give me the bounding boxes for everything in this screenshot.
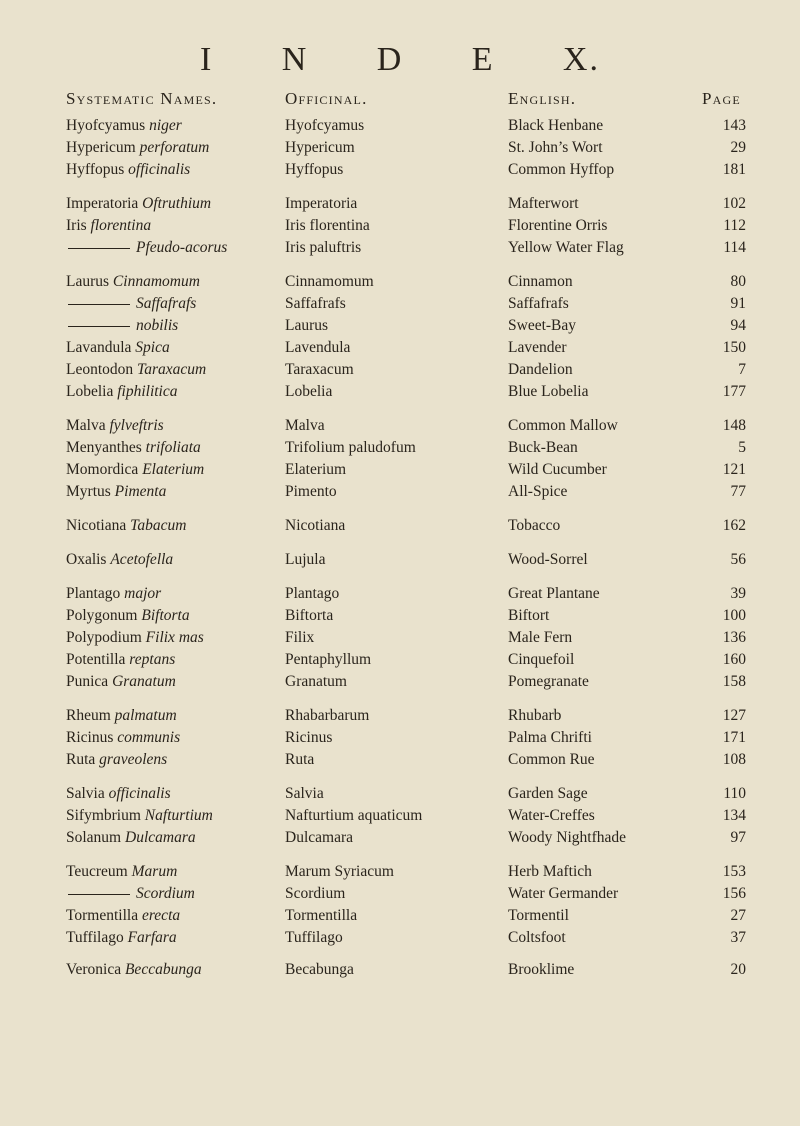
title-letter: D [376,41,404,78]
page-number: 121 [722,461,746,478]
species-name: niger [149,117,182,134]
english-name: Wild Cucumber [508,461,607,478]
page-number: 56 [730,551,746,568]
officinal-name: Hypericum [285,139,355,156]
systematic-name [66,237,227,259]
table-row [0,827,800,849]
table-row [0,861,800,883]
systematic-name [66,193,211,215]
english-name: Rhubarb [508,707,562,724]
genus-name: Oxalis [66,551,107,568]
english-name: Cinnamon [508,273,573,290]
genus-name: Malva [66,417,106,434]
genus-name: Polypodium [66,629,142,646]
english-name: Water Germander [508,885,619,902]
english-name: Lavender [508,339,567,356]
english-name: Common Mallow [508,417,618,434]
species-name: erecta [141,907,181,924]
species-name: perforatum [139,139,210,156]
officinal-name: Nafturtium aquaticum [285,807,423,824]
page-number: 148 [722,417,746,434]
species-name: Beccabunga [124,961,202,978]
ditto-dash [68,894,130,895]
table-row [0,437,800,459]
officinal-name: Cinnamomum [285,273,374,290]
table-row [0,905,800,927]
english-name: Dandelion [508,361,573,378]
genus-name: Teucreum [66,863,128,880]
genus-name: Hyofcyamus [66,117,146,134]
table-row [0,415,800,437]
officinal-name: Ricinus [285,729,333,746]
table-row [0,927,800,949]
officinal-name: Marum Syriacum [285,863,394,880]
table-row [0,649,800,671]
english-name: Garden Sage [508,785,588,802]
officinal-name: Hyffopus [285,161,344,178]
english-name: Buck-Bean [508,439,578,456]
officinal-name: Imperatoria [285,195,358,212]
ditto-dash [68,326,130,327]
officinal-name: Saffafrafs [285,295,346,312]
table-row [0,137,800,159]
systematic-name [66,459,204,481]
page-number: 127 [722,707,746,724]
systematic-name [66,215,151,237]
systematic-name [66,515,186,537]
english-name: Tobacco [508,517,561,534]
page-number: 20 [730,961,746,978]
page-number: 80 [730,273,746,290]
genus-name: Hyffopus [66,161,125,178]
officinal-name: Salvia [285,785,324,802]
species-name: florentina [90,217,152,234]
species-name: officinalis [128,161,191,178]
table-row [0,627,800,649]
page-number: 171 [722,729,746,746]
english-name: Yellow Water Flag [508,239,624,256]
genus-name: Tormentilla [66,907,139,924]
english-name: Common Hyffop [508,161,615,178]
species-name: Scordium [136,885,195,902]
table-row [0,215,800,237]
officinal-name: Iris paluftris [285,239,362,256]
table-row [0,705,800,727]
genus-name: Rheum [66,707,111,724]
table-row [0,783,800,805]
genus-name: Lobelia [66,383,114,400]
page-number: 100 [722,607,746,624]
officinal-name: Lujula [285,551,326,568]
species-name: Oftruthium [142,195,212,212]
genus-name: Punica [66,673,109,690]
page-number: 7 [738,361,746,378]
genus-name: Ruta [66,751,96,768]
species-name: reptans [129,651,176,668]
systematic-name [66,883,195,905]
english-name: St. John’s Wort [508,139,603,156]
english-name: Biftort [508,607,550,624]
systematic-name [66,705,177,727]
systematic-name [66,959,202,981]
officinal-name: Pimento [285,483,337,500]
systematic-name [66,905,180,927]
genus-name: Sifymbrium [66,807,141,824]
officinal-name: Biftorta [285,607,334,624]
page-number: 29 [730,139,746,156]
officinal-name: Trifolium paludofum [285,439,416,456]
page-number: 102 [722,195,746,212]
systematic-name [66,549,173,571]
systematic-name [66,381,178,403]
title-letter: I [200,41,214,78]
systematic-name [66,415,164,437]
officinal-name: Rhabarbarum [285,707,370,724]
genus-name: Laurus [66,273,110,290]
species-name: Tabacum [130,517,187,534]
genus-name: Ricinus [66,729,114,746]
genus-name: Potentilla [66,651,126,668]
species-name: nobilis [136,317,179,334]
species-name: Farfara [127,929,177,946]
systematic-name [66,271,200,293]
systematic-name [66,805,213,827]
english-name: Florentine Orris [508,217,608,234]
english-name: Palma Chrifti [508,729,592,746]
officinal-name: Hyofcyamus [285,117,365,134]
officinal-name: Elaterium [285,461,347,478]
english-name: Coltsfoot [508,929,566,946]
systematic-name [66,359,206,381]
table-row [0,293,800,315]
table-row [0,671,800,693]
genus-name: Tuffilago [66,929,124,946]
page-number: 114 [723,239,746,256]
species-name: communis [117,729,181,746]
page-number: 162 [722,517,746,534]
header-english: English. [508,89,577,108]
english-name: Great Plantane [508,585,600,602]
genus-name: Iris [66,217,87,234]
genus-name: Nicotiana [66,517,127,534]
title-letter: N [281,41,309,78]
systematic-name [66,927,177,949]
officinal-name: Malva [285,417,325,434]
page-number: 177 [722,383,746,400]
page-number: 143 [722,117,746,134]
page-number: 110 [723,785,746,802]
table-row [0,515,800,537]
species-name: Taraxacum [137,361,207,378]
table-row [0,805,800,827]
species-name: fylveftris [109,417,164,434]
table-row [0,459,800,481]
english-name: Tormentil [508,907,569,924]
english-name: Black Henbane [508,117,604,134]
officinal-name: Filix [285,629,315,646]
column-headers [0,89,800,113]
table-row [0,271,800,293]
systematic-name [66,727,180,749]
page-number: 37 [730,929,746,946]
page-number: 134 [722,807,746,824]
english-name: Cinquefoil [508,651,575,668]
species-name: Pfeudo-acorus [136,239,228,256]
systematic-name [66,749,167,771]
table-row [0,337,800,359]
page-number: 94 [730,317,746,334]
english-name: Pomegranate [508,673,589,690]
systematic-name [66,827,196,849]
table-row [0,159,800,181]
species-name: Dulcamara [125,829,196,846]
english-name: Blue Lobelia [508,383,589,400]
table-row [0,583,800,605]
species-name: Acetofella [110,551,174,568]
table-row [0,749,800,771]
systematic-name [66,293,196,315]
systematic-name [66,315,178,337]
title-letter: X. [562,41,600,78]
genus-name: Salvia [66,785,105,802]
officinal-name: Plantago [285,585,340,602]
page-number: 5 [738,439,746,456]
table-row [0,727,800,749]
officinal-name: Ruta [285,751,315,768]
species-name: Marum [131,863,178,880]
systematic-name [66,649,175,671]
page-number: 158 [722,673,746,690]
species-name: Filix mas [145,629,204,646]
systematic-name [66,159,190,181]
species-name: Elaterium [142,461,205,478]
species-name: palmatum [114,707,177,724]
page-number: 27 [730,907,746,924]
species-name: graveolens [99,751,168,768]
page-title [200,40,600,80]
officinal-name: Lobelia [285,383,333,400]
species-name: trifoliata [145,439,201,456]
officinal-name: Iris florentina [285,217,370,234]
species-name: Granatum [112,673,176,690]
english-name: Male Fern [508,629,573,646]
table-row [0,605,800,627]
title-letter: E [471,41,495,78]
species-name: Pimenta [114,483,167,500]
systematic-name [66,861,177,883]
page-number: 153 [722,863,746,880]
genus-name: Hypericum [66,139,136,156]
genus-name: Lavandula [66,339,132,356]
systematic-name [66,437,201,459]
english-name: Saffafrafs [508,295,569,312]
header-page: Page [702,89,741,108]
page-number: 156 [722,885,746,902]
table-row [0,381,800,403]
systematic-name [66,481,166,503]
table-row [0,115,800,137]
officinal-name: Pentaphyllum [285,651,372,668]
systematic-name [66,137,209,159]
page-number: 181 [722,161,746,178]
ditto-dash [68,304,130,305]
genus-name: Myrtus [66,483,111,500]
page-number: 150 [722,339,746,356]
page-number: 160 [722,651,746,668]
genus-name: Menyanthes [66,439,142,456]
page-number: 91 [730,295,746,312]
genus-name: Veronica [66,961,122,978]
species-name: Cinnamomum [112,273,200,290]
table-row [0,481,800,503]
systematic-name [66,671,176,693]
species-name: fiphilitica [117,383,178,400]
systematic-name [66,115,182,137]
officinal-name: Granatum [285,673,347,690]
english-name: Sweet-Bay [508,317,577,334]
table-row [0,193,800,215]
english-name: Woody Nightfhade [508,829,626,846]
species-name: Saffafrafs [136,295,197,312]
page-number: 77 [730,483,746,500]
english-name: Common Rue [508,751,595,768]
table-row [0,549,800,571]
page-number: 97 [730,829,746,846]
officinal-name: Taraxacum [285,361,354,378]
genus-name: Imperatoria [66,195,139,212]
table-row [0,883,800,905]
systematic-name [66,605,190,627]
officinal-name: Laurus [285,317,329,334]
english-name: All-Spice [508,483,568,500]
ditto-dash [68,248,130,249]
officinal-name: Tormentilla [285,907,358,924]
systematic-name [66,583,161,605]
systematic-name [66,337,170,359]
species-name: Nafturtium [144,807,213,824]
page-number: 108 [722,751,746,768]
english-name: Mafterwort [508,195,579,212]
english-name: Water-Creffes [508,807,595,824]
table-row [0,959,800,981]
header-officinal: Officinal. [285,89,368,108]
genus-name: Leontodon [66,361,134,378]
officinal-name: Nicotiana [285,517,346,534]
officinal-name: Becabunga [285,961,354,978]
table-row [0,237,800,259]
page-number: 39 [730,585,746,602]
genus-name: Plantago [66,585,121,602]
officinal-name: Scordium [285,885,346,902]
officinal-name: Dulcamara [285,829,353,846]
systematic-name [66,627,204,649]
page-number: 136 [722,629,746,646]
genus-name: Solanum [66,829,122,846]
officinal-name: Tuffilago [285,929,343,946]
species-name: officinalis [108,785,171,802]
english-name: Herb Maftich [508,863,592,880]
species-name: Biftorta [141,607,190,624]
genus-name: Polygonum [66,607,138,624]
table-row [0,359,800,381]
english-name: Brooklime [508,961,575,978]
page-number: 112 [723,217,746,234]
species-name: major [124,585,162,602]
genus-name: Momordica [66,461,139,478]
header-systematic-names: Systematic Names. [66,89,218,108]
officinal-name: Lavendula [285,339,351,356]
table-row [0,315,800,337]
systematic-name [66,783,171,805]
species-name: Spica [135,339,170,356]
english-name: Wood-Sorrel [508,551,588,568]
